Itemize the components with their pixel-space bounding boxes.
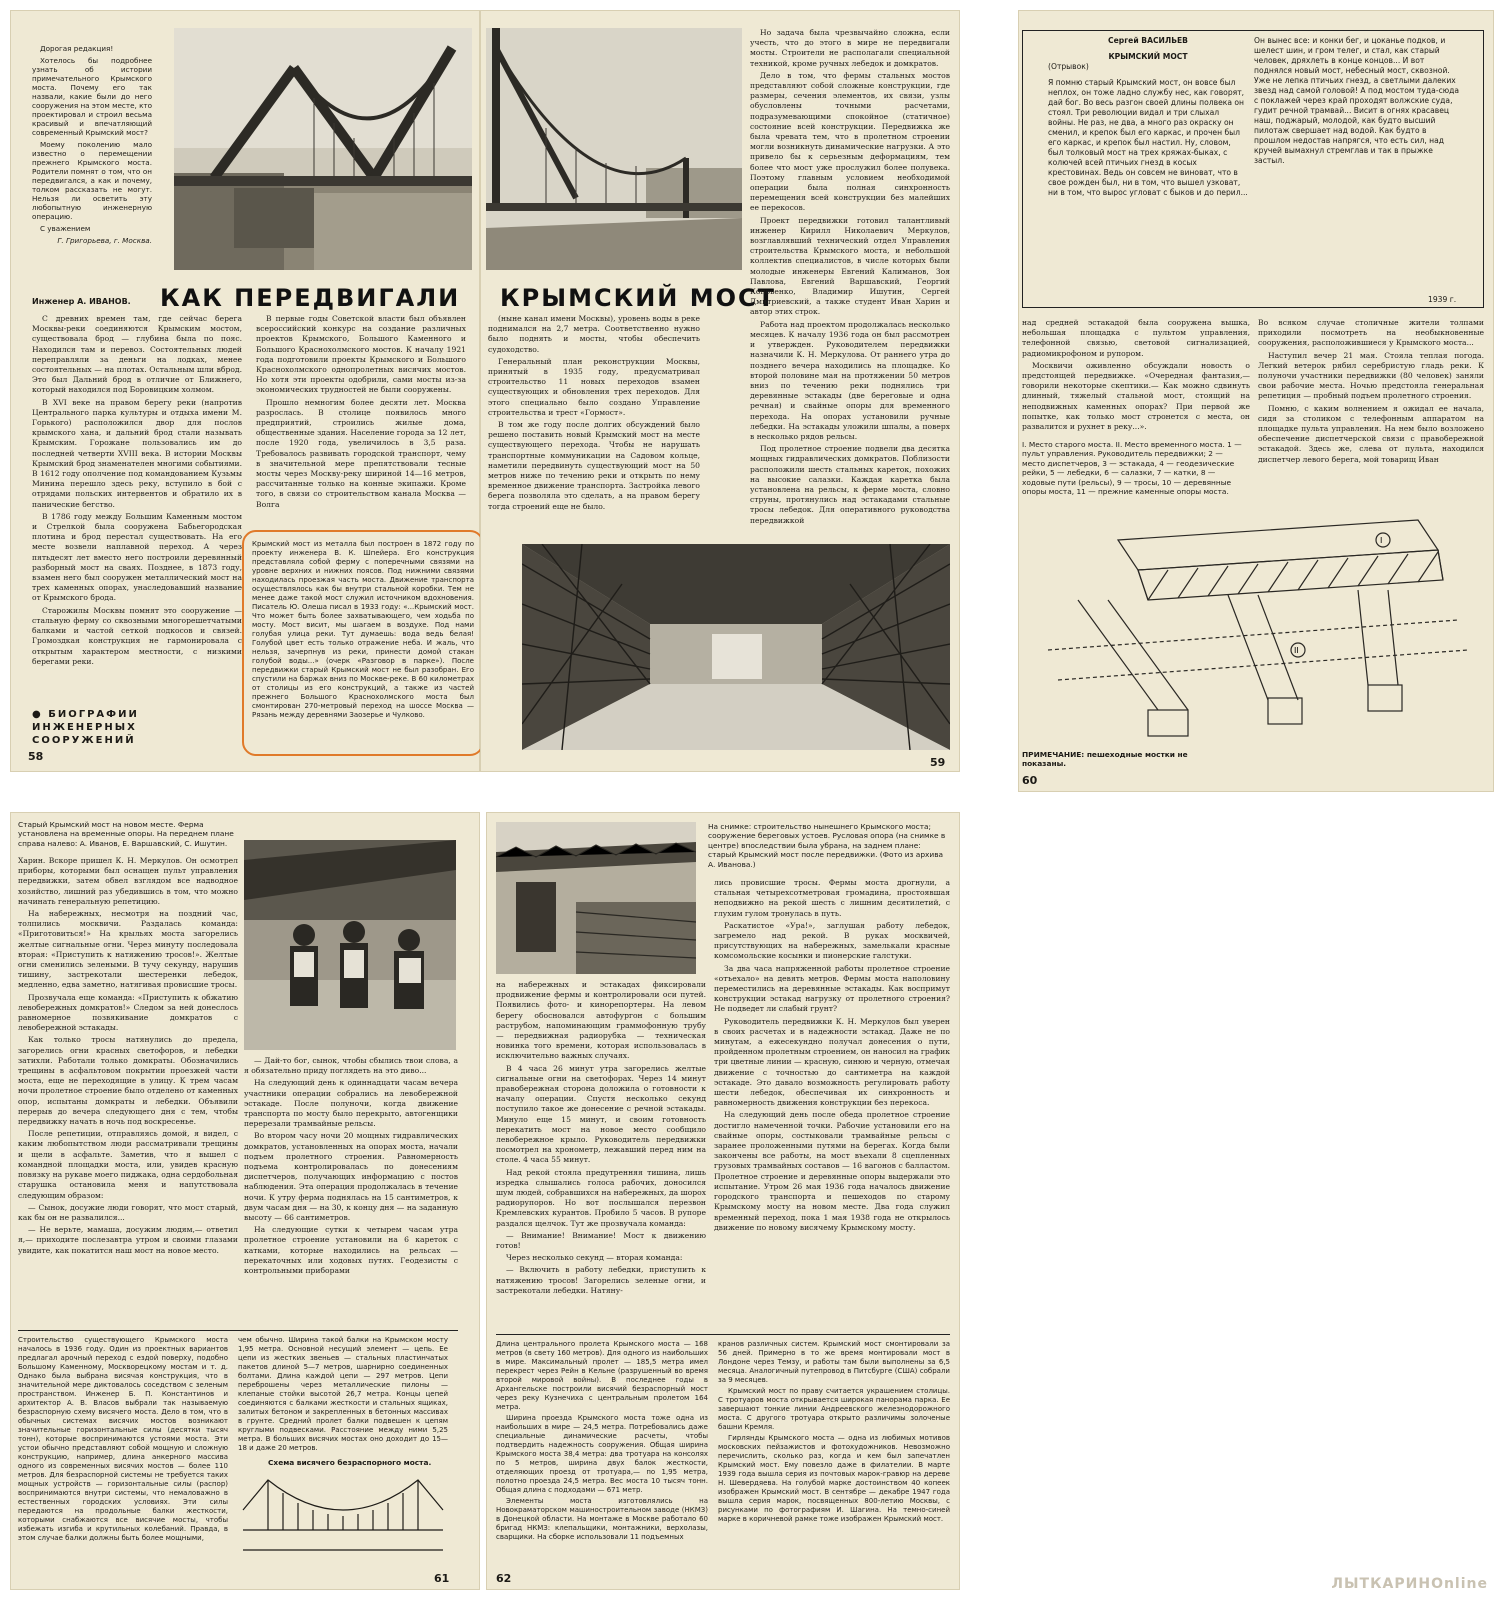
bridge-photo-right bbox=[486, 28, 742, 270]
c9-p3: Над рекой стояла предутренняя тишина, лишь изредка слышались голоса рабочих, доносился шум людей, собравшихся на набережных, да шорох радиорупоров. Но вот послышался перезвон Кремлевских курантов. Пробило 5 часов. В рупоре раздался щелчок. Тут же прозвучала команда: bbox=[496, 1167, 706, 1228]
c8-p4: На следующие сутки к четырем часам утра пролетное строение установили на 6 кареток с катками, которые находились на рельсах — перекаточных или ходовых путях. Геодезисты с контрольными приборами bbox=[244, 1225, 458, 1276]
scheme2-title: Схема висячего безраспорного моста. bbox=[268, 1458, 432, 1467]
construction-photo bbox=[496, 822, 696, 974]
c10-p5: На следующий день после обеда пролетное строение достигло намеченной точки. Рабочие установили его на свайные опоры, состыковали трамвайные рельсы с заранее проложенными путями на берегах. Когда были закончены все работы, на мост въехали 8 сцепленных грузовых трамвайных составов — 16 вагонов с балластом. Пролетное строение и деревянные опоры выдержали это испытание. Утром 26 мая 1936 года началось движение городского транспорта и пешеходов по старому Крымскому мосту на новом месте. Два года служил временный переход, пока 1 мая 1938 года не открылось движение по новому висячему Крымскому мосту. bbox=[714, 1110, 950, 1232]
page-number-58: 58 bbox=[28, 750, 44, 763]
page-61 bbox=[10, 812, 480, 1590]
scheme-legend: I. Место старого моста. II. Место временного моста. 1 — пульт управления. Руководитель передвижки; 2 — место диспетчеров, 3 — эстакада, 4 — геодезические рейки, 5 — лебедки, 6 — салазки, 7 — катки, 8 — ходовые пути (рельсы), 9 — тросы, 10 — деревянные опоры моста, 11 — прежние каменные опоры моста. bbox=[1022, 440, 1242, 497]
highlighted-note bbox=[242, 530, 480, 756]
text-col-3 bbox=[488, 314, 700, 534]
letter-signature: Г. Григорьева, г. Москва. bbox=[57, 236, 152, 245]
c1-p2: В XVI веке на правом берегу реки (напротив Центрального парка культуры и отдыха имени М. Горького) расположился двор для послов крымского хана, и дальний брод стали называть Крымским. Горожане пользовались им до последней четверти XVIII века. В истории Москвы Крымский брод знаменателен многими событиями. В 1612 году ополчение под командованием Кузьмы Минина перешло здесь реку, вступило в бой с отрядами польских интервентов и обратило их в панические бегство. bbox=[32, 397, 242, 509]
c8-p1: — Дай-то бог, сынок, чтобы сбылись твои слова, а я обязательно приду поглядеть на это диво... bbox=[244, 1056, 458, 1076]
reader-letter bbox=[32, 44, 152, 254]
scheme-mark-ii: II bbox=[1294, 646, 1299, 655]
page-60 bbox=[1018, 10, 1494, 792]
c4-p4: Работа над проектом продолжалась несколько месяцев. К началу 1936 года он был рассмотрен и утвержден. Руководителем передвижки назначили К. Н. Меркулова. От раннего утра до позднего вечера находились на площадке. Ко второй половине мая на протяжении 50 метров вниз по течению реки поднялись три деревянные эстакады (две береговые и одна речная) и свайные опоры для временного перехода. На опорах установили ручные лебедки. На эстакады уложили шпалы, а поверх в несколько рядов рельсы. bbox=[750, 319, 950, 441]
c8-p2: На следующий день к одиннадцати часам вечера участники операции собрались на левобережной эстакаде. После полуночи, когда движение транспорта по мосту было перекрыто, автогенщики перерезали трамвайные рельсы. bbox=[244, 1078, 458, 1129]
c3-p2: Генеральный план реконструкции Москвы, принятый в 1935 году, предусматривал строительство 11 новых переходов взамен существующих и обновления трех переходов. Для этого специально было создано Управление строительства и трест «Гормост». bbox=[488, 356, 700, 417]
c3-p1: (ныне канал имени Москвы), уровень воды в реке поднимался на 2,7 метра. Соответственно нужно было поднять и мосты, чтобы обеспечить судоходство. bbox=[488, 314, 700, 354]
watermark-text: ЛЫТКАРИНОnline bbox=[1331, 1576, 1488, 1592]
photo-caption-61: Старый Крымский мост на новом месте. Ферма установлена на временные опоры. На переднем плане справа налево: А. Иванов, Е. Варшавский, С. Ишутин. bbox=[18, 820, 234, 848]
b3-text: Длина центрального пролета Крымского моста — 168 метров (в свету 160 метров). Для одного из наибольших в мире. Максимальный пролет — 185,5 метра имел перекрест через Рейн в Кельне (разрушенный во время второй мировой войны). В последнее годы в Архангельске построили висячий безраспорный мост через реку Кузнечиха с центральным пролетом 164 метра. bbox=[496, 1340, 708, 1411]
c4-p2: Дело в том, что фермы стальных мостов представляют собой сложные конструкции, где размеры, сечения элементов, их связи, узлы обусловлены точными расчетами, подразумевающими спокойное (статичное) состояние всей конструкции. Передвижка же была чревата тем, что в пролетном строении могли возникнуть динамические нагрузки. А это привело бы к серьезным деформациям, тем более что мост уже прослужил более полувека. Поэтому главным условием необходимой операции была полная синхронность перемещения всей конструкции без малейших ее перекосов. bbox=[750, 70, 950, 213]
title-left: КАК ПЕРЕДВИГАЛИ bbox=[160, 284, 461, 312]
text-col-6 bbox=[1258, 318, 1484, 528]
text-col-10 bbox=[714, 878, 950, 1330]
c2-p2: Прошло немногим более десяти лет. Москва разрослась. В столице появилось много предприятий, строились жилые дома, общественные здания. Население города за 12 лет, после 1920 года, увеличилось в 3,5 раза. Требовалось развивать городской транспорт, чему в значительной мере препятствовали тесные мосты через Москву-реку шириной 14—16 метров, рассчитанные только на конные экипажи. Кроме того, в связи со строительством канала Москва — Волга bbox=[256, 397, 466, 509]
c1-p1: С древних времен там, где сейчас берега Москвы-реки соединяются Крымским мостом, существовала брод — глубина была по пояс. Находился там и перевоз. Состоятельных людей переправляли за деньги на лодках, менее состоятельных — на плотах. Остальным шли вброд. Это был Дальний брод в отличие от Ближнего, который находился под Боровицким холмом. bbox=[32, 314, 242, 395]
scheme-mark-i: I bbox=[1380, 536, 1383, 545]
moving-scheme-diagram bbox=[1038, 510, 1478, 742]
c9-p5: Через несколько секунд — вторая команда: bbox=[506, 1253, 683, 1263]
c7-p5: После репетиции, отправляясь домой, я видел, с каким любопытством люди рассматривали трещины и щели в асфальте. Заметив, что я вышел с командной площадки моста, или, увидев красную повязку на рукаве моего пиджака, одна сердобольная старушка остановила меня и напутствовала следующим образом: bbox=[18, 1129, 238, 1200]
sidebar-col-left bbox=[496, 1340, 708, 1570]
article-author: Инженер А. ИВАНОВ. bbox=[32, 297, 131, 306]
letter-body-1: Хотелось бы подробнее узнать об истории примечательного Крымского моста. Почему его так назвали, какие были до него сооружения на этом месте, кто проектировал и строил весьма красивый и впечатляющий современный Крымский мост? bbox=[32, 56, 152, 137]
page-59 bbox=[480, 10, 960, 772]
sidebar-col-right bbox=[718, 1340, 950, 1570]
poem-author: Сергей ВАСИЛЬЕВ bbox=[1108, 36, 1188, 45]
b5-text: Элементы моста изготовлялись на Новокраматорском машиностроительном заводе (НКМЗ) в Донецкой области. На монтаже в Москве работало 60 бригад НКМЗ: клепальщики, монтажники, верхолазы, сварщики. На сборке использовали 11 подъемных bbox=[496, 1497, 708, 1541]
c9-p1: на набережных и эстакадах фиксировали продвижение фермы и контролировали оси путей. Появились фото- и кинорепортеры. На левом берегу обосновался автофургон с большим раструбом, напоминающим граммофонную трубу — передвижная радиорубка — техническая новинка того времени, которая использовалась в исключительно важных случаях. bbox=[496, 980, 706, 1061]
page-number-59: 59 bbox=[930, 756, 946, 769]
c7-p7: — Не верьте, мамаша, досужим людям,— ответил я,— приходите послезавтра утром и своими глазами увидите, как покатится наш мост на новое место. bbox=[18, 1225, 238, 1255]
page-number-60: 60 bbox=[1022, 774, 1038, 787]
poem-title: КРЫМСКИЙ МОСТ bbox=[1108, 52, 1188, 61]
poem-subtitle: (Отрывок) bbox=[1048, 62, 1089, 71]
c6-p2: Наступил вечер 21 мая. Стояла теплая погода. Легкий ветерок рябил серебристую гладь реки. К полуночи участники передвижки (80 человек) заняли свои рабочие места. Ночью предстояла генеральная репетиция — пробный подъем пролетного строения. bbox=[1258, 350, 1484, 401]
rubric-heading bbox=[32, 708, 212, 747]
c10-p4: Руководитель передвижки К. Н. Меркулов был уверен в своих расчетах и в надежности эстакад. Даже не по минутам, а ежесекундно получал донесения о пути, пройденном пролетным строением, он наносил на график три цветные линии — красную, синюю и черную, отмечая движение с точностью до сантиметра на каждой эстакаде. Это давало возможность регулировать работу шести лебедок, обеспечивая их синхронность и равномерность движения конструкции без перекоса. bbox=[714, 1016, 950, 1108]
boxed-text: Крымский мост из металла был построен в 1872 году по проекту инженера В. К. Шпейера. Его конструкция представляла собой ферму с поперечными связями на уровне верхних и нижних поясов. Под нижними связями находилась проезжая часть моста. Движение транспорта осуществлялось как бы внутри стальной коробки. Тем не менее даже такой мост служил источником вдохновения. Писатель Ю. Олеша писал в 1933 году: «...Крымский мост. Что может быть более захватывающего, чем ходьба по мосту. Мост висит, мы шагаем в воздухе. Под нами голубая улица реки. Тут думаешь: вода ведь белая! Голубой цвет есть только отражение неба. И жаль, что нельзя, зачерпнув из реки, принести домой стакан голубой воды...» (очерк «Разговор в парке»). После передвижки старый Крымский мост не был разобран. Его спустили на баржах вниз по Москве-реке. В 60 километрах от столицы из его конструкций, а также из частей прежнего Большого Краснохолмского моста был смонтирован 270-метровый переход на шоссе Москва — Рязань между деревнями Заозерье и Чулково. bbox=[252, 540, 474, 719]
scheme-note: ПРИМЕЧАНИЕ: пешеходные мостки не показаны. bbox=[1022, 750, 1188, 769]
text-col-7 bbox=[18, 856, 238, 1326]
bridge-photo-left bbox=[174, 28, 472, 270]
c10-p2: Раскатистое «Ура!», заглушая работу лебедок, загремело над рекой. В руках москвичей, присутствующих на набережных, замелькали красные комсомольские косынки и пионерские галстуки. bbox=[714, 920, 950, 961]
c7-p4: Как только тросы натянулись до предела, загорелись огни красных светофоров, и лебедки затихли. Работали только домкраты. Обозначились трещины в асфальтовом покрытии проезжей части моста, еще не переходящие в улицу. К трем часам ночи пролетное строение было отделено от каменных опор, испытаны домкраты и лебедки. Объявили перерыв до вечера следующего дня с тем, чтобы передвижку начать в ночь под воскресенье. bbox=[18, 1035, 238, 1127]
c7-p3: Прозвучала еще команда: «Приступить к обжатию левобережных домкратов!» Следом за ней донеслось равномерное позвякивание домкратов с левобережной эстакады. bbox=[18, 992, 238, 1033]
b4-text: Ширина проезда Крымского моста тоже одна из наибольших в мире — 24,5 метра. Потребовались даже специальные динамические расчеты, чтобы подтвердить надежность сооружения. Общая ширина Крымского моста 38,4 метра: два тротуара на консолях по 5 метров, ширина двух балок жесткости, отделяющих проезд от тротуара,— по 1,95 метра, полотно проезда 24,5 метра. Вес моста 10 тысяч тонн. Общая длина с подходами — 671 метр. bbox=[496, 1414, 708, 1494]
c10-p1: лись провисшие тросы. Фермы моста дрогнули, а стальная четырехсотметровая громадина, простоявшая неподвижно на рекой шесть с лишним десятилетий, с глухим гулом тронулась в путь. bbox=[714, 878, 950, 918]
divider-61 bbox=[18, 1330, 458, 1331]
text-col-4 bbox=[750, 28, 950, 540]
text-col-2 bbox=[256, 314, 466, 529]
poem-right bbox=[1254, 36, 1464, 166]
page-number-62: 62 bbox=[496, 1572, 512, 1585]
c6-p1: Во всяком случае столичные жители толпами приходили посмотреть на необыкновенные сооружения, расположившиеся у Крымского моста... bbox=[1258, 318, 1484, 348]
divider-62 bbox=[496, 1334, 950, 1335]
c1-p4: Старожилы Москвы помнят это сооружение — стальную ферму со сквозными многорешетчатыми балками и частой сеткой подкосов и связей. Громоздкая конструкция не гармонировала с открытым характером местности, с низкими берегами реки. bbox=[32, 605, 242, 666]
page-58 bbox=[10, 10, 480, 772]
sidebar-col-b2: чем обычно. Ширина такой балки на Крымском мосту 1,95 метра. Основной несущий элемент — цепь. Ее цепи из жестких звеньев — стальных пластинчатых пакетов длиной 5—7 метров, шарнирно соединенных болтами. Длина каждой цепи — 297 метров. Цепи переброшены через металлические пилоны — клепаные стойки высотой 26,7 метра. Концы цепей соединяются с балками жесткости и стальных ящиках, залитых бетоном и закрепленных в бетонных массивах в грунте. Средний пролет балки подвешен к цепям круглыми подвесками. Расстояние между ними 5,25 метра. В больших висячих мостах оно доходит до 15—18 и даже 20 метров. bbox=[238, 1336, 448, 1452]
c9-p2: В 4 часа 26 минут утра загорелись желтые сигнальные огни на светофорах. Через 14 минут правобережная сторона доложила о готовности к началу операции. Спустя несколько секунд поступило такое же донесение с речной эстакады. Минуло еще 15 минут, и своим готовность перекатить мост на новое место сообщило левобережное крыло. Руководитель передвижки посмотрел на хронометр, лежавший перед ним на столе. 4 часа 55 минут. bbox=[496, 1063, 706, 1165]
c2-p1: В первые годы Советской власти был объявлен всероссийский конкурс на создание различных проектов Крымского, Большого Каменного и Большого Краснохолмского мостов. К началу 1921 года подготовили проекты Крымского и Большого Краснохолмского однопролетных висячих мостов. Но хотя эти проекты одобрили, сами мосты из-за экономических трудностей не были сооружены. bbox=[256, 314, 466, 395]
b6-text: кранов различных систем. Крымский мост смонтировали за 56 дней. Примерно в то же время монтировали мост в Лондоне через Темзу, и работы там были выполнены за 6,5 месяца. Аналогичный путепровод в Питсбурге (США) собрали за 9 месяцев. bbox=[718, 1340, 950, 1384]
text-col-1 bbox=[32, 314, 242, 724]
letter-closing: С уважением bbox=[40, 224, 91, 233]
poem-left-text: Я помню старый Крымский мост, он вовсе был неплох, он тоже ладно службу нес, как говорят, дай бог. Во весь разгон своей длины полвека он стоял. Три революции видал и три слыхал войны. Не раз, не два, а много раз окраску он сменил, и крепок был его каркас, и прочен был его каркас, и крепок был настил. Ну, словом, был толковый мост на трех кряжах-быках, с колючей всей птичьих гнезд в косых крестовинах. Ведь он совсем не виноват, что в свое рожден был, ни в том, что вышел узковат, ни в том, что вырос угловат с быков и до перил... bbox=[1048, 78, 1248, 197]
c5-p1: над средней эстакадой была сооружена вышка, небольшая площадка с пультом управления, телефонной связью, световой сигнализацией, радиомикрофоном и рупором. bbox=[1022, 318, 1250, 358]
rubric-text: БИОГРАФИИ ИНЖЕНЕРНЫХ СООРУЖЕНИЙ bbox=[32, 709, 139, 746]
b8-text: Гирлянды Крымского моста — одна из любимых мотивов московских пейзажистов и фотохудожников. Невозможно перечислить, сколько раз, когда и кем был запечатлен Крымский мост. Ему повезло даже в филателии. В марте 1939 года вышла серия из почтовых марок-гравюр на дереве Н. Шевердяева. На голубой марке достоинством 40 копеек изображен Крымский мост. В сентябре — декабре 1947 года вышла серия марок, посвященных 800-летию Москвы, с рисунками по фотографиям И. Шагина. На темно-синей марке в коричневой рамке тоже изображен Крымский мост. bbox=[718, 1434, 950, 1523]
c1-p3: В 1786 году между Большим Каменным мостом и Стрелкой была сооружена Бабьегородская плотина и брод перестал существовать. На его месте возвели наплавной переход. А через пятьдесят лет вместо него построили деревянный разборный мост на сваях. Позднее, в 1873 году, взамен него был сооружен металлический мост на трех каменных опорах, унаследовавший название от Крымского брода. bbox=[32, 511, 242, 603]
c7-p2: На набережных, несмотря на поздний час, толпились москвичи. Раздалась команда: «Приготовиться!» На крыльях моста загорелись желтые сигнальные огни. Через минуту последовала вторая: «Приступить к натяжению тросов!». Желтые огни сменились зелеными. В тучу секунду, нарушив тишину, застрекотали шестеренки лебедок, медленно, едва заметно, натягивая провисшие тросы. bbox=[18, 909, 238, 990]
c9-p4: — Внимание! Внимание! Мост к движению готов! bbox=[496, 1230, 706, 1251]
text-col-8 bbox=[244, 1056, 458, 1326]
c8-p3: Во втором часу ночи 20 мощных гидравлических домкратов, установленных на опорах моста, начали подъем пролетного строения. Равномерность подъема контролировалась по донесениям диспетчеров, получающих информацию с постов наблюдения. Эта операция продолжалась в течение ночи. К утру ферма поднялась на 15 сантиметров, к двум часам дня — на 30, к концу дня — на заданную высоту — 66 сантиметров. bbox=[244, 1131, 458, 1223]
title-right: КРЫМСКИЙ МОСТ bbox=[500, 284, 776, 312]
poem-right-text: Он вынес все: и конки бег, и цоканье подков, и шелест шин, и гром телег, и стал, как старый человек, дряхлеть в конце концов... И вот поднялся новый мост, небесный мост, сквозной. Уже не лепка птичьих гнезд, а светлыми далеких звезд над самой головой! А под мостом туда-сюда с поклажей через край проходят волжские суда, гудит речной трамвай... Висит в огнях красавец наш, поджарый, молодой, как будто высший пилотаж свершает над водой. Как будто в прошлом недостав напрягся, что есть сил, над кручей вымахнул стремглав и так в прыжке застыл. bbox=[1254, 36, 1460, 165]
c4-p1: Но задача была чрезвычайно сложна, если учесть, что до этого в мире не передвигали мосты. Строители не располагали специальной техникой, кроме ручных лебедок и домкратов. bbox=[750, 28, 950, 68]
poem-left bbox=[1048, 36, 1248, 198]
page-number-61: 61 bbox=[434, 1572, 450, 1585]
letter-body-2: Моему поколению мало известно о перемещении прежнего Крымского моста. Родители помнят о том, что он передвигался, а как и почему, толком рассказать не могут. Нельзя ли осветить эту любопытную инженерную операцию. bbox=[32, 140, 152, 221]
poem-year: 1939 г. bbox=[1428, 295, 1457, 304]
c4-p3: Проект передвижки готовил талантливый инженер Кирилл Николаевич Меркулов, возглавлявший технический отдел Управления строительства Крымского моста, и небольшой коллектив специалистов, в числе которых были молодые инженеры Евгений Калиманов, Зоя Павлова, Евгений Варшавский, Георгий Коновенко, Владимир Ишутин, Сергей Дмитриевский, а также студент Иван Харин и автор этих строк. bbox=[750, 215, 950, 317]
c6-p3: Помню, с каким волнением я ожидал ее начала, сидя за столиком с телефонным аппаратом на площадке пульта управления. На нем было возложено обеспечение диспетчерской связи с правобережной эстакадой. Здесь же, слева от пульта, находился диспетчер левого берега, мой товарищ Иван bbox=[1258, 403, 1484, 464]
text-col-9 bbox=[496, 980, 706, 1330]
suspension-scheme-diagram bbox=[238, 1470, 448, 1560]
c10-p3: За два часа напряженной работы пролетное строение «отъехало» на девять метров. Фермы моста наполовину переместились на деревянные эстакады. Как воспримут конструкции эстакад нагрузку от пролетного строения? Не подведет ли слабый грунт? bbox=[714, 963, 950, 1014]
rubric-bullet-icon: ● bbox=[32, 709, 49, 720]
c9-p6: — Включить в работу лебедки, приступить к натяжению тросов! Загорелись зеленые огни, и застрекотали лебедки. Натяну- bbox=[496, 1265, 706, 1295]
engineers-photo bbox=[244, 840, 456, 1050]
b7-text: Крымский мост по праву считается украшением столицы. С тротуаров моста открывается широкая панорама парка. Ее завершают тонкие линии Андреевского железнодорожного моста. С другого тротуара открыто различимы золоченые башни Кремля. bbox=[718, 1387, 950, 1431]
c7-p1: Харин. Вскоре пришел К. Н. Меркулов. Он осмотрел приборы, которыми был оснащен пульт управления передвижки, затем обвел взглядом все надводное хозяйство, лишний раз убедившись в том, что можно начинать генеральную репетицию. bbox=[18, 856, 238, 906]
site-watermark bbox=[1331, 1576, 1488, 1592]
letter-greeting: Дорогая редакция! bbox=[40, 44, 114, 53]
c3-p3: В том же году после долгих обсуждений было решено поставить новый Крымский мост на месте существующего перехода. Чтобы не нарушать транспортные коммуникации на Садовом кольце, наметили передвинуть существующий мост на 50 метров ниже по течению реки и открыть по нему временное движение транспорта. Застройка левого берега позволяла это сделать, а на правом берегу тогда строений еще не было. bbox=[488, 420, 700, 511]
page-62 bbox=[486, 812, 960, 1590]
bridge-interior-photo bbox=[522, 544, 950, 750]
sidebar-col-b1: Строительство существующего Крымского моста началось в 1936 году. Один из проектных вариантов предлагал арочный переход с ездой поверху, подобно Большому Каменному, Москворецкому мостам и т. д. Однако была выбрана висячая конструкция, что в значительной мере диктовалось соседством с зеленым пространством. Инженер Б. П. Константинов и архитектор А. В. Власов выбрали так называемую безраспорную схему висячего моста. Дело в том, что в обычных системах висячих мостов возникают значительные горизонтальные силы (десятки тысяч тонн), которые воспринимаются устоями моста. Эти устои обычно представляют собой мощную и сложную конструкцию, например, длина анкерного массива одного из современных висячих мостов — более 110 метров. Для безраспорной системы не требуется таких мощных устройств — горизонтальные силы (распор) воспринимаются внутри системы, что немаловажно в естественных городских условиях. Эти силы передаются на продольные балки жесткости, которыми снабжаются все висячие мосты, чтобы избежать изгиба и крутильных колебаний. Правда, в этом случае балки должны быть более мощными, bbox=[18, 1336, 228, 1542]
c4-p5: Под пролетное строение подвели два десятка мощных гидравлических домкратов. Поблизости расположили шесть стальных кареток, похожих на высокие салазки. Каждая каретка была установлена на рельсы, к ферме моста, словно струны, протянулись над эстакадами стальные тросы лебедок. Для оперативного руководства передвижкой bbox=[750, 444, 950, 525]
c7-p6: — Сынок, досужие люди говорят, что мост старый, как бы он не развалился... bbox=[18, 1202, 238, 1222]
photo-caption-62: На снимке: строительство нынешнего Крымского моста; сооружение береговых устоев. Русловая опора (на снимке в центре) впоследствии была убрана, на заднем плане: старый Крымский мост после передвижки. (Фото из архива А. Иванова.) bbox=[708, 822, 946, 869]
c5-p2: Москвичи оживленно обсуждали новость о предстоящей передвижке. «Очередная фантазия,— говорили некоторые скептики.— Как можно сдвинуть длинный, тяжелый стальной мост, стоящий на неподвижных каменных опорах? При первой же попытке, как только мост стронется с места, он развалится и рухнет в реку...». bbox=[1022, 360, 1250, 432]
